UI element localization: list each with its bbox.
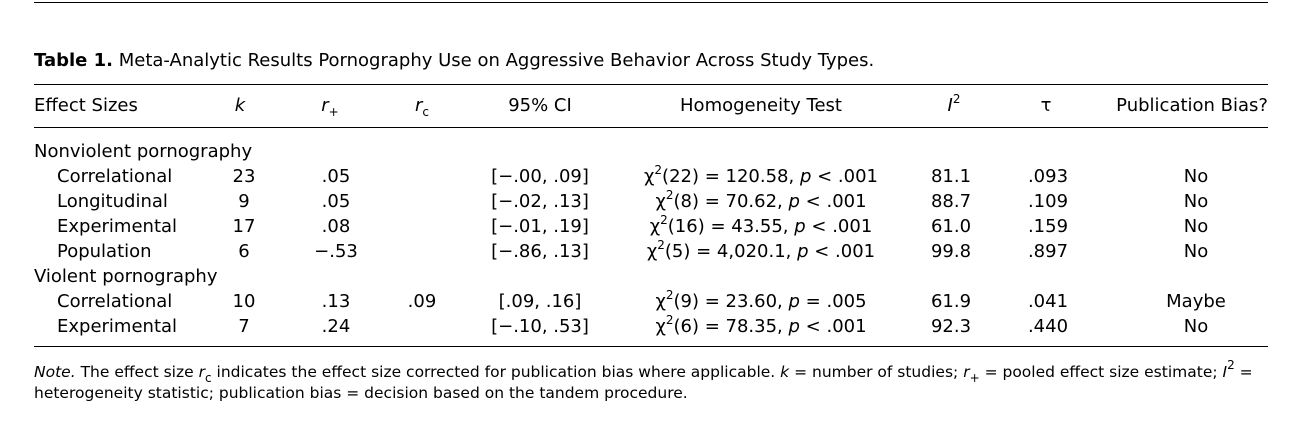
- ci-cell: [.09, .16]: [498, 291, 582, 312]
- header-r-plus: $r_+$: [321, 95, 339, 119]
- k-cell: 23: [232, 166, 256, 187]
- i2-cell: 61.9: [930, 291, 972, 312]
- tau-cell: .041: [1027, 291, 1069, 312]
- homogeneity-cell: $\chi^2(9) = 23.60$, p = .005: [655, 288, 867, 312]
- i2-cell: 88.7: [930, 191, 972, 212]
- tau-cell: .440: [1027, 316, 1069, 337]
- homogeneity-cell: $\chi^2(16) = 43.55$, p < .001: [649, 213, 873, 237]
- tau-cell: .093: [1027, 166, 1069, 187]
- i2-cell: 99.8: [930, 241, 972, 262]
- bias-cell: Maybe: [1166, 291, 1226, 312]
- table-top-rule: [34, 84, 1268, 85]
- bias-cell: No: [1183, 166, 1209, 187]
- homogeneity-cell: $\chi^2(5) = 4,020.1$, p < .001: [646, 238, 876, 262]
- ci-cell: [−.86, .13]: [491, 241, 589, 262]
- tau-cell: .159: [1027, 216, 1069, 237]
- r-plus-cell: −.53: [314, 241, 358, 262]
- bias-cell: No: [1183, 216, 1209, 237]
- header-homogeneity: Homogeneity Test: [680, 95, 842, 116]
- ci-cell: [−.01, .19]: [491, 216, 589, 237]
- group-label: Violent pornography: [34, 266, 218, 287]
- i2-cell: 61.0: [930, 216, 972, 237]
- study-type-cell: Population: [57, 241, 152, 262]
- i2-cell: 92.3: [930, 316, 972, 337]
- ci-cell: [−.10, .53]: [491, 316, 589, 337]
- k-cell: 6: [238, 241, 250, 262]
- study-type-cell: Correlational: [57, 291, 173, 312]
- header-k: k: [234, 95, 246, 116]
- study-type-cell: Longitudinal: [57, 191, 168, 212]
- r-plus-cell: .13: [321, 291, 351, 312]
- r-plus-cell: .08: [321, 216, 351, 237]
- study-type-cell: Experimental: [57, 316, 178, 337]
- bias-cell: No: [1183, 241, 1209, 262]
- header-tau: τ: [1040, 95, 1052, 116]
- homogeneity-cell: $\chi^2(8) = 70.62$, p < .001: [655, 188, 867, 212]
- ci-cell: [−.02, .13]: [491, 191, 589, 212]
- page-top-rule: [34, 2, 1268, 3]
- table-title: Meta-Analytic Results Pornography Use on Aggressive Behavior Across Study Types.: [118, 50, 875, 71]
- note-label: Note.: [34, 363, 76, 381]
- table-bottom-rule: [34, 346, 1268, 347]
- k-cell: 17: [232, 216, 256, 237]
- header-pub-bias: Publication Bias?: [1116, 95, 1268, 116]
- homogeneity-cell: $\chi^2(22) = 120.58$, p < .001: [644, 163, 878, 187]
- table-header-rule: [34, 127, 1268, 128]
- header-i2: $I^2$: [947, 92, 961, 116]
- header-r-c: $r_c$: [414, 95, 430, 119]
- tau-cell: .109: [1027, 191, 1069, 212]
- header-ci: 95% CI: [508, 95, 572, 116]
- study-type-cell: Experimental: [57, 216, 178, 237]
- r-plus-cell: .05: [321, 191, 351, 212]
- ci-cell: [−.00, .09]: [491, 166, 589, 187]
- table-caption: [34, 50, 874, 71]
- r-c-cell: .09: [407, 291, 437, 312]
- homogeneity-cell: $\chi^2(6) = 78.35$, p < .001: [655, 313, 867, 337]
- tau-cell: .897: [1027, 241, 1069, 262]
- k-cell: 7: [238, 316, 250, 337]
- r-plus-cell: .05: [321, 166, 351, 187]
- table-note: Note. The effect size $r_c$ indicates the effect size corrected for publication bias where applicable. k = number of studies; $r_+$ = pooled effect size estimate; $I^2$ = heterogeneity statistic; publication bias = decision based on the tandem procedure.: [34, 358, 1253, 402]
- bias-cell: No: [1183, 316, 1209, 337]
- bias-cell: No: [1183, 191, 1209, 212]
- i2-cell: 81.1: [930, 166, 972, 187]
- k-cell: 10: [232, 291, 256, 312]
- table-label: Table 1.: [34, 50, 113, 71]
- study-type-cell: Correlational: [57, 166, 173, 187]
- header-effect-sizes: Effect Sizes: [34, 95, 138, 116]
- group-label: Nonviolent pornography: [34, 141, 253, 162]
- r-plus-cell: .24: [321, 316, 351, 337]
- k-cell: 9: [238, 191, 250, 212]
